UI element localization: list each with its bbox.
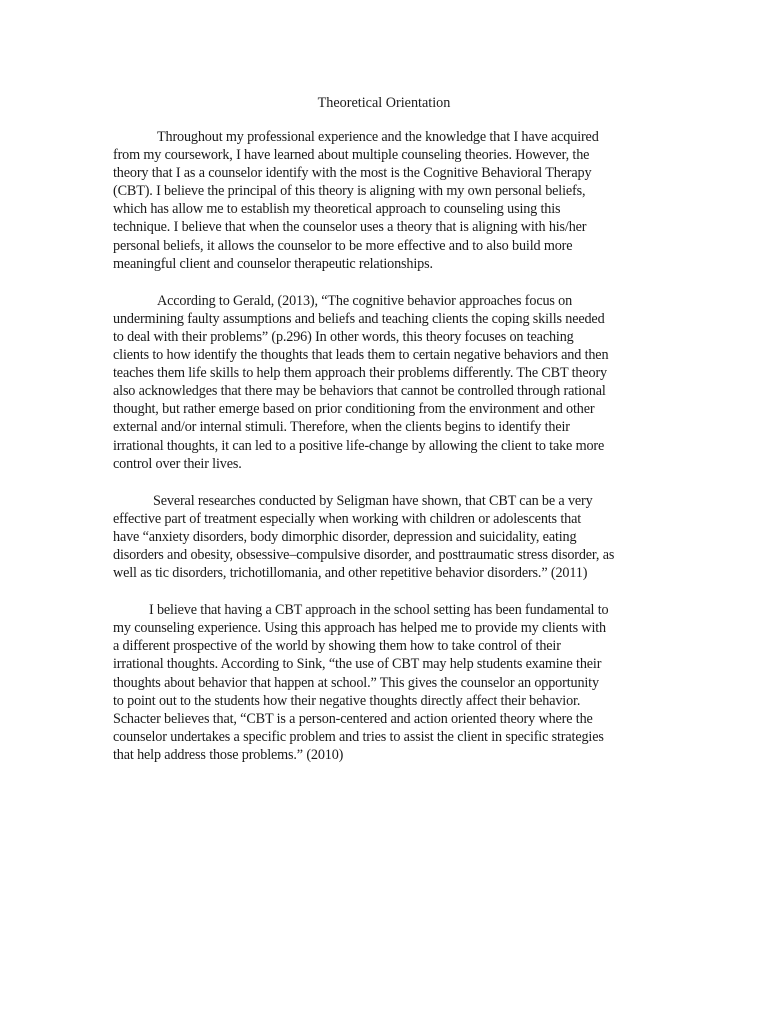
paragraph-line: personal beliefs, it allows the counselor to be more effective and to also build more bbox=[113, 237, 573, 254]
paragraph-line: have “anxiety disorders, body dimorphic disorder, depression and suicidality, eating bbox=[113, 528, 577, 545]
paragraph-line: counselor undertakes a specific problem and tries to assist the client in specific strategies bbox=[113, 728, 604, 745]
document-body bbox=[113, 128, 625, 783]
paragraph-4 bbox=[113, 601, 625, 764]
paragraph-line: meaningful client and counselor therapeutic relationships. bbox=[113, 255, 433, 272]
paragraph-line: thought, but rather emerge based on prior conditioning from the environment and other bbox=[113, 401, 595, 418]
paragraph-line: from my coursework, I have learned about multiple counseling theories. However, the bbox=[113, 147, 590, 164]
paragraph-line: that help address those problems.” (2010) bbox=[113, 746, 344, 763]
paragraph-line: technique. I believe that when the counselor uses a theory that is aligning with his/her bbox=[113, 219, 587, 236]
paragraph-line: clients to how identify the thoughts that leads them to certain negative behaviors and then bbox=[113, 347, 609, 364]
paragraph-line: to deal with their problems” (p.296) In other words, this theory focuses on teaching bbox=[113, 328, 574, 345]
paragraph-line: theory that I as a counselor identify with the most is the Cognitive Behavioral Therapy bbox=[113, 165, 592, 182]
paragraph-line: thoughts about behavior that happen at school.” This gives the counselor an opportunity bbox=[113, 674, 599, 691]
paragraph-line: external and/or internal stimuli. Therefore, when the clients begins to identify their bbox=[113, 419, 570, 436]
paragraph-line: which has allow me to establish my theoretical approach to counseling using this bbox=[113, 201, 561, 218]
document-title: Theoretical Orientation bbox=[317, 95, 451, 111]
paragraph-1 bbox=[113, 128, 625, 273]
paragraph-line: effective part of treatment especially when working with children or adolescents that bbox=[113, 510, 582, 527]
paragraph-line: Schacter believes that, “CBT is a person-centered and action oriented theory where the bbox=[113, 710, 593, 727]
paragraph-line: Several researches conducted by Seligman have shown, that CBT can be a very bbox=[153, 492, 593, 509]
paragraph-line: irrational thoughts. According to Sink, “the use of CBT may help students examine their bbox=[113, 656, 602, 673]
paragraph-line: a different prospective of the world by showing them how to take control of their bbox=[113, 638, 561, 655]
paragraph-line: According to Gerald, (2013), “The cognitive behavior approaches focus on bbox=[157, 292, 573, 309]
paragraph-line: teaches them life skills to help them approach their problems differently. The CBT theory bbox=[113, 365, 607, 382]
paragraph-line: also acknowledges that there may be behaviors that cannot be controlled through rational bbox=[113, 383, 606, 400]
paragraph-line: Throughout my professional experience and the knowledge that I have acquired bbox=[157, 129, 599, 145]
paragraph-line: I believe that having a CBT approach in the school setting has been fundamental to bbox=[149, 602, 609, 619]
paragraph-2 bbox=[113, 292, 625, 473]
paragraph-line: irrational thoughts, it can led to a positive life-change by allowing the client to take more bbox=[113, 437, 605, 454]
paragraph-line: to point out to the students how their negative thoughts directly affect their behavior. bbox=[113, 692, 581, 709]
paragraph-line: disorders and obesity, obsessive–compulsive disorder, and posttraumatic stress disorder, as bbox=[113, 546, 615, 563]
paragraph-3 bbox=[113, 492, 625, 582]
paragraph-line: control over their lives. bbox=[113, 455, 242, 472]
paragraph-line: my counseling experience. Using this approach has helped me to provide my clients with bbox=[113, 620, 606, 637]
paragraph-line: (CBT). I believe the principal of this theory is aligning with my own personal beliefs, bbox=[113, 183, 586, 200]
paragraph-line: well as tic disorders, trichotillomania, and other repetitive behavior disorders.” (2011) bbox=[113, 565, 588, 582]
paragraph-line: undermining faulty assumptions and beliefs and teaching clients the coping skills needed bbox=[113, 310, 605, 327]
